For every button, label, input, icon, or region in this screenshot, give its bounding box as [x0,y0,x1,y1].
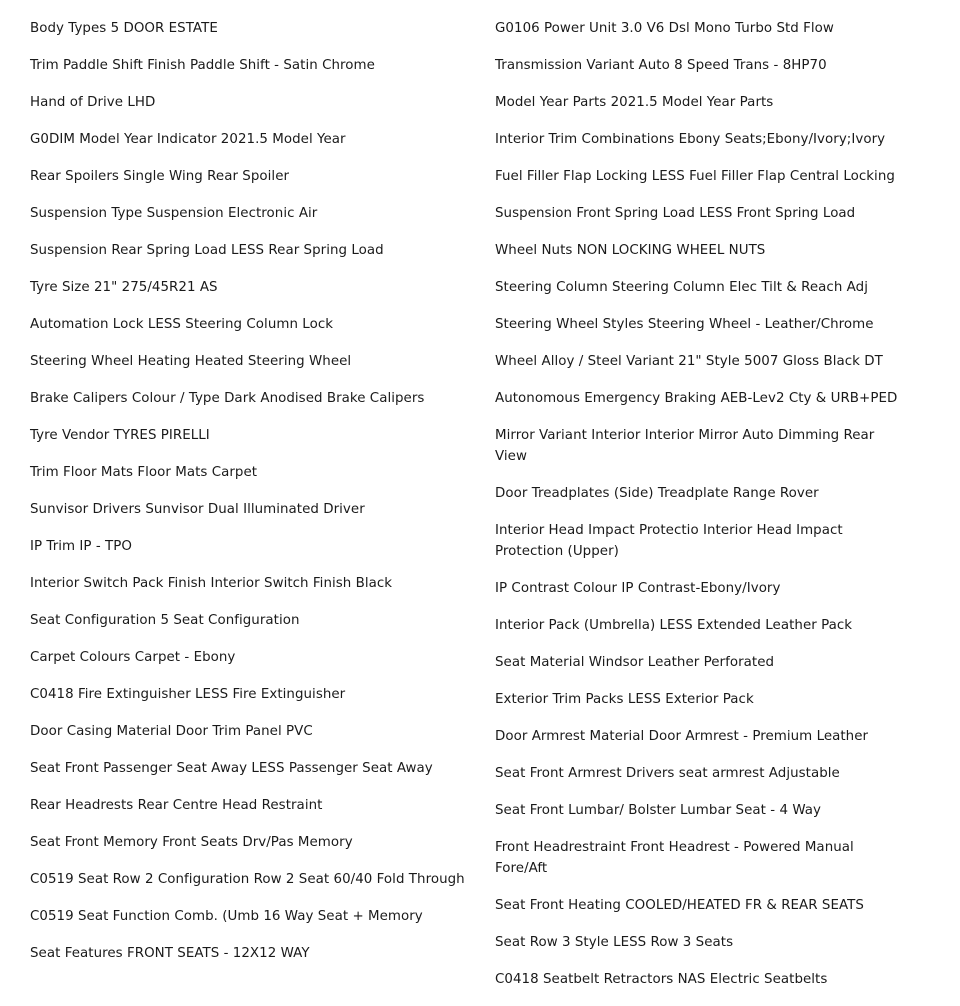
spec-item: Seat Configuration 5 Seat Configuration [30,613,300,628]
spec-item: Suspension Front Spring Load LESS Front Spring Load [495,206,856,221]
spec-item: Steering Wheel Styles Steering Wheel - Leather/Chrome [495,317,874,332]
spec-column-right [465,0,960,1006]
spec-item: Exterior Trim Packs LESS Exterior Pack [495,692,754,707]
spec-item: Door Casing Material Door Trim Panel PVC [30,724,313,739]
spec-item: Fuel Filler Flap Locking LESS Fuel Filler Flap Central Locking [495,169,895,184]
spec-item: G0DIM Model Year Indicator 2021.5 Model Year [30,132,346,147]
spec-item: Interior Head Impact Protectio Interior Head Impact Protection (Upper) [495,523,843,559]
spec-item: Hand of Drive LHD [30,95,156,110]
spec-item: Door Treadplates (Side) Treadplate Range Rover [495,486,819,501]
spec-item: Carpet Colours Carpet - Ebony [30,650,236,665]
spec-item: C0519 Seat Function Comb. (Umb 16 Way Seat + Memory [30,909,423,924]
spec-item: Front Headrestraint Front Headrest - Powered Manual Fore/Aft [495,840,854,876]
spec-item: C0519 Seat Row 2 Configuration Row 2 Seat 60/40 Fold Through [30,872,465,887]
spec-item: Seat Front Memory Front Seats Drv/Pas Memory [30,835,353,850]
spec-item: Suspension Type Suspension Electronic Air [30,206,318,221]
spec-item: Seat Row 3 Style LESS Row 3 Seats [495,935,734,950]
spec-item: Wheel Nuts NON LOCKING WHEEL NUTS [495,243,766,258]
spec-item: Seat Features FRONT SEATS - 12X12 WAY [30,946,310,961]
spec-item: Steering Wheel Heating Heated Steering Wheel [30,354,352,369]
spec-item: Seat Front Lumbar/ Bolster Lumbar Seat - 4 Way [495,803,821,818]
spec-item: Interior Pack (Umbrella) LESS Extended Leather Pack [495,618,853,633]
spec-item: Tyre Vendor TYRES PIRELLI [30,428,210,443]
spec-item: IP Contrast Colour IP Contrast-Ebony/Ivory [495,581,781,596]
spec-item: Wheel Alloy / Steel Variant 21" Style 5007 Gloss Black DT [495,354,883,369]
spec-item: Autonomous Emergency Braking AEB-Lev2 Cty & URB+PED [495,391,898,406]
spec-item: IP Trim IP - TPO [30,539,132,554]
spec-item: Interior Trim Combinations Ebony Seats;Ebony/Ivory;Ivory [495,132,886,147]
spec-item: Seat Material Windsor Leather Perforated [495,655,775,670]
spec-item: Steering Column Steering Column Elec Tilt & Reach Adj [495,280,868,295]
spec-item: Suspension Rear Spring Load LESS Rear Spring Load [30,243,384,258]
spec-item: Mirror Variant Interior Interior Mirror Auto Dimming Rear View [495,428,875,464]
spec-item: Automation Lock LESS Steering Column Lock [30,317,334,332]
spec-item [495,0,900,2]
spec-item: Rear Spoilers Single Wing Rear Spoiler [30,169,290,184]
spec-item: Trim Paddle Shift Finish Paddle Shift - Satin Chrome [30,58,375,73]
spec-item: Transmission Variant Auto 8 Speed Trans - 8HP70 [495,58,827,73]
spec-item: C0418 Seatbelt Retractors NAS Electric Seatbelts [495,972,828,987]
spec-item: Tyre Size 21" 275/45R21 AS [30,280,218,295]
spec-item: C0418 Fire Extinguisher LESS Fire Extinguisher [30,687,346,702]
spec-item: Brake Calipers Colour / Type Dark Anodised Brake Calipers [30,391,425,406]
spec-item: Seat Front Passenger Seat Away LESS Passenger Seat Away [30,761,433,776]
spec-item: Rear Headrests Rear Centre Head Restraint [30,798,323,813]
spec-item: Trim Floor Mats Floor Mats Carpet [30,465,258,480]
spec-item: Door Armrest Material Door Armrest - Premium Leather [495,729,869,744]
spec-item: Model Year Parts 2021.5 Model Year Parts [495,95,774,110]
spec-item: Seat Front Heating COOLED/HEATED FR & REAR SEATS [495,898,864,913]
spec-item: G0106 Power Unit 3.0 V6 Dsl Mono Turbo Std Flow [495,21,834,36]
spec-item: Interior Switch Pack Finish Interior Switch Finish Black [30,576,393,591]
spec-item: Seat Front Armrest Drivers seat armrest Adjustable [495,766,840,781]
spec-column-left [0,0,465,1006]
spec-item: Body Types 5 DOOR ESTATE [30,21,218,36]
spec-item [30,0,465,2]
spec-item: Sunvisor Drivers Sunvisor Dual Illuminated Driver [30,502,365,517]
